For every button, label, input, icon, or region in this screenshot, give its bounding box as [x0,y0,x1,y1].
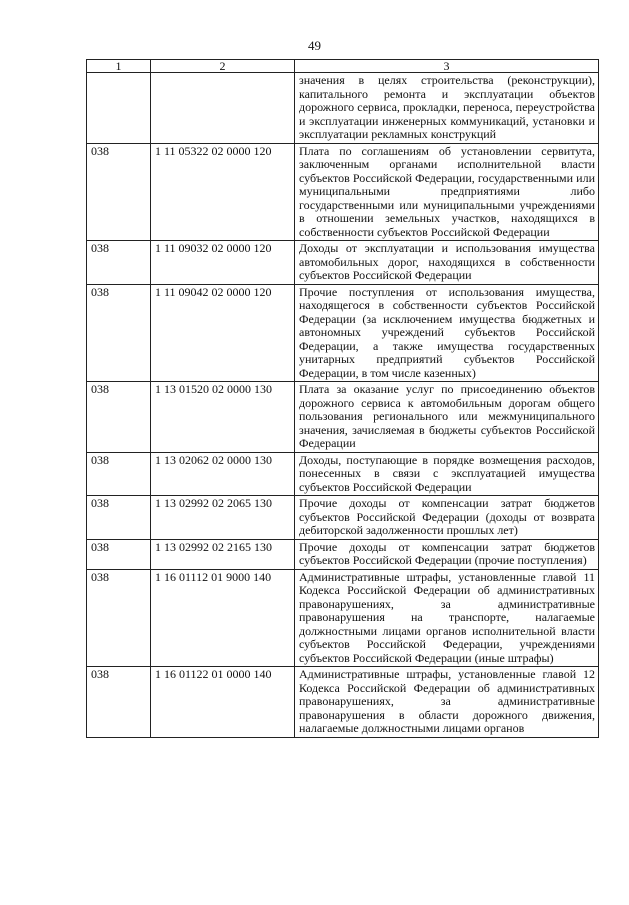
admin-code-cell: 038 [87,569,151,667]
budget-code-cell [151,73,295,144]
table-row [87,569,599,667]
table-row [87,143,599,241]
description-cell: Доходы, поступающие в порядке возмещения расходов, понесенных в связи с эксплуатацией имущества субъектов Российской Федерации [295,452,599,496]
admin-code-cell: 038 [87,241,151,285]
table-row [87,667,599,738]
description-cell: Административные штрафы, установленные главой 12 Кодекса Российской Федерации об административных правонарушениях, за административные правонарушения в области дорожного движения, налагаемые должностными лицами органов [295,667,599,738]
admin-code-cell: 038 [87,667,151,738]
admin-code-cell: 038 [87,382,151,453]
budget-code-cell: 1 13 01520 02 0000 130 [151,382,295,453]
budget-code-cell: 1 13 02062 02 0000 130 [151,452,295,496]
description-cell: Плата за оказание услуг по присоединению объектов дорожного сервиса к автомобильным дорогам общего пользования регионального или межмуниципального значения, зачисляемая в бюджеты субъектов Российской Федерации [295,382,599,453]
admin-code-cell: 038 [87,284,151,382]
admin-code-cell: 038 [87,452,151,496]
table-row [87,539,599,569]
table-row [87,284,599,382]
admin-code-cell: 038 [87,539,151,569]
description-cell: Административные штрафы, установленные главой 11 Кодекса Российской Федерации об административных правонарушениях, за административные правонарушения на транспорте, налагаемые должностными лицами органов исполнительной власти субъектов Российской Федерации, учреждениями субъектов Российской Федерации (иные штрафы) [295,569,599,667]
table-row [87,241,599,285]
admin-code-cell: 038 [87,496,151,540]
column-header-1: 1 [87,60,151,73]
revenue-codes-table [86,59,599,738]
column-header-2: 2 [151,60,295,73]
table-header-row [87,60,599,73]
description-cell: значения в целях строительства (реконструкции), капитального ремонта и эксплуатации объектов дорожного сервиса, прокладки, переноса, переустройства и эксплуатации инженерных коммуникаций, установки и эксплуатации рекламных конструкций [295,73,599,144]
table-row [87,496,599,540]
budget-code-cell: 1 11 05322 02 0000 120 [151,143,295,241]
description-cell: Плата по соглашениям об установлении сервитута, заключенным органами исполнительной власти субъектов Российской Федерации, государственными или муниципальными предприятиями либо государственными или муниципальными учреждениями в отношении земельных участков, находящихся в собственности субъектов Российской Федерации [295,143,599,241]
description-cell: Прочие доходы от компенсации затрат бюджетов субъектов Российской Федерации (доходы от возврата дебиторской задолженности прошлых лет) [295,496,599,540]
budget-code-cell: 1 16 01122 01 0000 140 [151,667,295,738]
description-cell: Доходы от эксплуатации и использования имущества автомобильных дорог, находящихся в собственности субъектов Российской Федерации [295,241,599,285]
admin-code-cell [87,73,151,144]
description-cell: Прочие доходы от компенсации затрат бюджетов субъектов Российской Федерации (прочие поступления) [295,539,599,569]
table-row [87,73,599,144]
page-number: 49 [308,38,321,53]
budget-code-cell: 1 13 02992 02 2065 130 [151,496,295,540]
description-cell: Прочие поступления от использования имущества, находящегося в собственности субъектов Российской Федерации (за исключением имущества бюджетных и автономных учреждений субъектов Российской Федерации, а также имущества государственных унитарных предприятий субъектов Российской Федерации, в том числе казенных) [295,284,599,382]
admin-code-cell: 038 [87,143,151,241]
column-header-3: 3 [295,60,599,73]
budget-code-cell: 1 16 01112 01 9000 140 [151,569,295,667]
budget-code-cell: 1 13 02992 02 2165 130 [151,539,295,569]
table-row [87,452,599,496]
budget-code-cell: 1 11 09032 02 0000 120 [151,241,295,285]
table-row [87,382,599,453]
budget-code-cell: 1 11 09042 02 0000 120 [151,284,295,382]
